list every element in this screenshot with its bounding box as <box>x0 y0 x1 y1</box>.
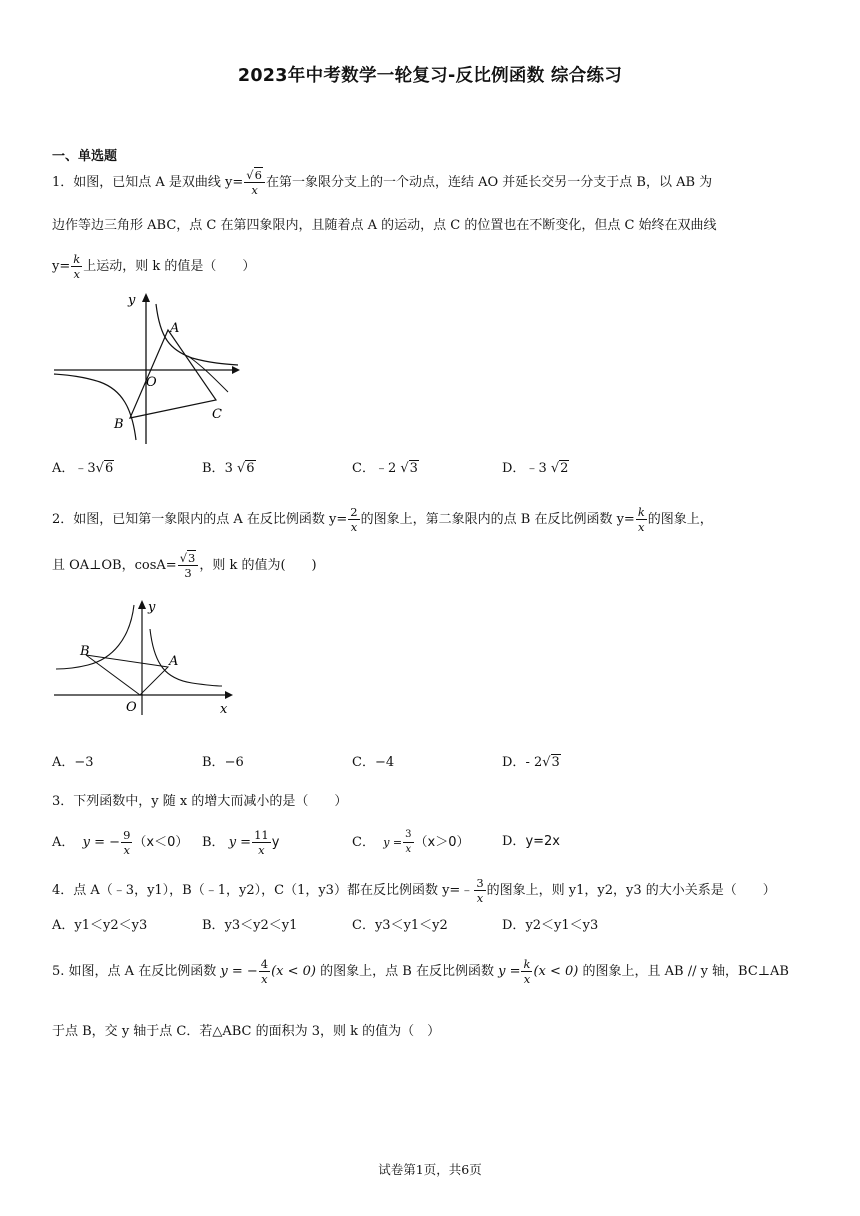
fig1-label-y: y <box>128 293 136 308</box>
q5-line-1: 5. 如图，点 A 在反比例函数 y = − $\frac{4}{x}$ (x < 0) 的图象上，点 B 在反比例函数 y = $\frac{k}{x}$ (x < 0) 的图象上，且 AB // y 轴，BC⊥AB <box>52 957 789 986</box>
q2-line-2: 且 OA⊥OB，cosA= $\frac{√3}{3}$ ，则 k 的值为( ) <box>52 551 317 580</box>
q1-option-a[interactable]: A．﹣3√6 <box>52 461 114 476</box>
hyperbola-branch-q3 <box>54 374 136 440</box>
hyperbola-branch-q1 <box>156 304 238 365</box>
q3-option-a[interactable]: A． y = − $\frac{9}{x}$ （x＜0） <box>52 828 189 857</box>
q1-fraction-k-over-x <box>71 252 82 281</box>
q2-option-d[interactable]: D．- 2√3 <box>502 755 560 770</box>
curve-k-over-x <box>56 605 134 669</box>
q1-line-3 <box>52 252 255 281</box>
q3-option-c[interactable]: C． y = $\frac{3}{x}$ （x＞0） <box>352 829 470 855</box>
q4-option-c[interactable]: C．y3＜y1＜y2 <box>352 918 448 933</box>
fig1-label-c: C <box>212 407 222 422</box>
q3-stem: 3．下列函数中，y 随 x 的增大而减小的是（ ） <box>52 794 348 809</box>
q1-text-c: y= <box>52 259 71 274</box>
y-axis-arrow-icon <box>138 600 146 609</box>
fig1-label-a: A <box>170 321 180 336</box>
fig2-label-o: O <box>126 700 137 715</box>
q4-option-a[interactable]: A．y1＜y2＜y3 <box>52 918 148 933</box>
q4-stem: 4．点 A（﹣3，y1），B（﹣1，y2），C（1，y3）都在反比例函数 y=﹣ $\frac{3}{x}$ 的图象上，则 y1，y2，y3 的大小关系是（ ） <box>52 876 776 905</box>
q2-fraction-sqrt3-over-3: $\frac{√3}{3}$ <box>178 551 199 580</box>
q3-option-d[interactable]: D．y=2x <box>502 834 560 849</box>
q2-option-c[interactable]: C．−4 <box>352 755 395 770</box>
x-axis-arrow-icon <box>232 366 240 374</box>
page-title: 2023年中考数学一轮复习-反比例函数 综合练习 <box>237 66 623 86</box>
q1-fraction-sqrt6-over-x: $\frac{√6}{x}$ <box>244 168 265 197</box>
q2-fraction-k-over-x: $\frac{k}{x}$ <box>637 505 645 534</box>
q1-line-2: 边作等边三角形 ABC，点 C 在第四象限内，且随着点 A 的运动，点 C 的位置也在不断变化，但点 C 始终在双曲线 <box>52 218 717 233</box>
fig2-label-x: x <box>220 702 228 717</box>
section-heading: 一、单选题 <box>52 149 118 164</box>
fig2-label-a: A <box>169 654 179 669</box>
q3-option-b[interactable]: B． y = $\frac{11}{x}$ y <box>202 828 280 857</box>
q1-figure <box>52 290 244 446</box>
page-footer: 试卷第1页，共6页 <box>378 1162 482 1177</box>
y-axis-arrow-icon <box>142 293 150 302</box>
q1-frac2-den: x <box>73 267 80 281</box>
fig2-label-b: B <box>80 644 90 659</box>
q1-frac1-den: x <box>251 183 258 197</box>
fig1-label-b: B <box>114 417 124 432</box>
q4-option-d[interactable]: D．y2＜y1＜y3 <box>502 918 599 933</box>
fig1-label-o: O <box>146 375 157 390</box>
q1-option-c[interactable]: C．﹣2 √3 <box>352 461 418 476</box>
triangle-abc <box>130 330 216 418</box>
q2-option-a[interactable]: A．−3 <box>52 755 94 770</box>
q1-option-b[interactable]: B．3 √6 <box>202 461 255 476</box>
q4-fraction-3-over-x: $\frac{3}{x}$ <box>476 876 484 905</box>
q1-line-1 <box>52 168 712 197</box>
q1-frac2-num: k <box>73 252 81 266</box>
fig2-label-y: y <box>148 600 156 615</box>
x-axis-arrow-icon <box>225 691 233 699</box>
q2-figure <box>52 595 242 720</box>
q1-frac1-num: 6 <box>254 168 262 182</box>
curve-2-over-x <box>150 629 222 686</box>
q5-line-2: 于点 B，交 y 轴于点 C．若△ABC 的面积为 3，则 k 的值为（ ） <box>52 1024 441 1039</box>
q2-line-1: 2．如图，已知第一象限内的点 A 在反比例函数 y= $\frac{2}{x}$ 的图象上，第二象限内的点 B 在反比例函数 y= $\frac{k}{x}$ 的图象上， <box>52 505 713 534</box>
q1-option-d[interactable]: D．﹣3 √2 <box>502 461 569 476</box>
q1-text-b: 在第一象限分支上的一个动点，连结 AO 并延长交另一分支于点 B，以 AB 为 <box>265 175 713 190</box>
q4-option-b[interactable]: B．y3＜y2＜y1 <box>202 918 298 933</box>
q1-text-d: 上运动，则 k 的值是（ ） <box>83 259 256 274</box>
q2-option-b[interactable]: B．−6 <box>202 755 244 770</box>
q2-fraction-2-over-x: $\frac{2}{x}$ <box>350 505 358 534</box>
q1-text-a: 1．如图，已知点 A 是双曲线 y= <box>52 175 244 190</box>
